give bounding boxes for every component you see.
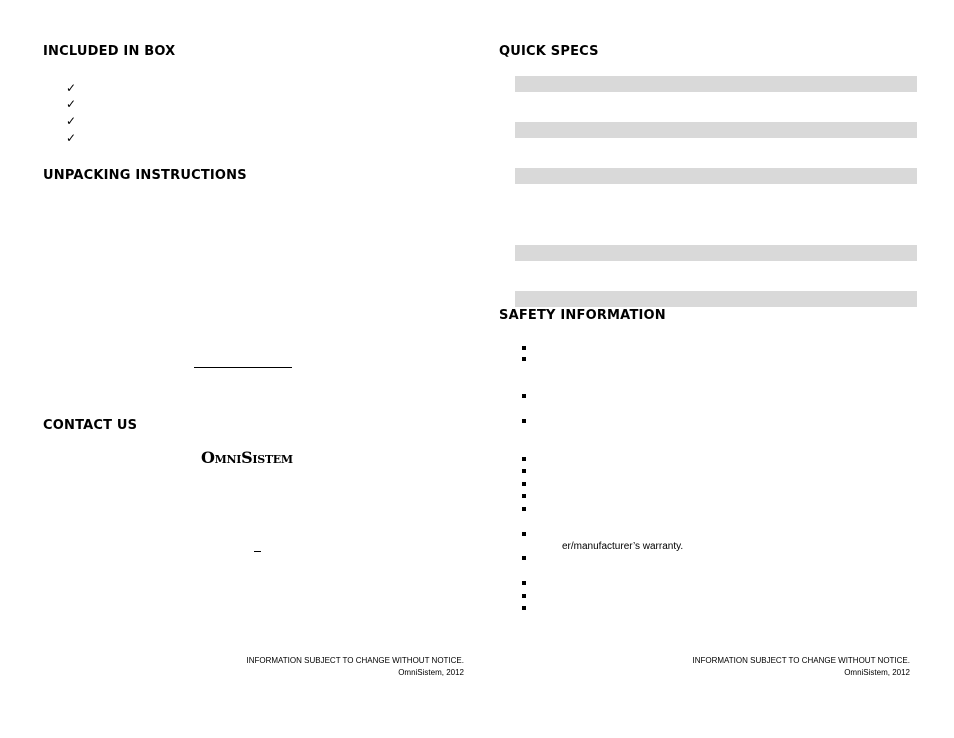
footer-copyright: OmniSistem, 2012: [398, 668, 464, 677]
warranty-fragment: er/manufacturer’s warranty.: [562, 541, 684, 552]
bullet-icon: [522, 556, 526, 560]
spec-row-bar: [515, 122, 917, 138]
bullet-icon: [522, 357, 526, 361]
bullet-icon: [522, 594, 526, 598]
check-icon: ✓: [66, 114, 77, 128]
bullet-icon: [522, 507, 526, 511]
spec-row-bar: [515, 168, 917, 184]
right-footer: [693, 655, 911, 679]
left-footer: [247, 655, 465, 679]
quick-specs-heading: QUICK SPECS: [499, 44, 599, 59]
bullet-icon: [522, 346, 526, 350]
spec-row-bar: [515, 291, 917, 307]
bullet-icon: [522, 606, 526, 610]
bullet-icon: [522, 469, 526, 473]
safety-information-heading: SAFETY INFORMATION: [499, 308, 666, 323]
omnisistem-logo: OmniSistem: [201, 448, 293, 467]
check-icon: ✓: [66, 81, 77, 95]
spec-row-bar: [515, 245, 917, 261]
included-in-box-heading: INCLUDED IN BOX: [43, 44, 176, 59]
check-icon: ✓: [66, 97, 77, 111]
bullet-icon: [522, 581, 526, 585]
unpacking-instructions-heading: UNPACKING INSTRUCTIONS: [43, 168, 247, 183]
bullet-icon: [522, 419, 526, 423]
bullet-icon: [522, 532, 526, 536]
contact-us-heading: CONTACT US: [43, 418, 138, 433]
bullet-icon: [522, 494, 526, 498]
bullet-icon: [522, 457, 526, 461]
check-icon: ✓: [66, 131, 77, 145]
footer-notice: INFORMATION SUBJECT TO CHANGE WITHOUT NOTICE.: [246, 656, 464, 665]
bullet-icon: [522, 482, 526, 486]
bullet-icon: [522, 394, 526, 398]
spec-row-bar: [515, 76, 917, 92]
footer-copyright: OmniSistem, 2012: [844, 668, 910, 677]
dash-mark: [254, 551, 261, 552]
footer-notice: INFORMATION SUBJECT TO CHANGE WITHOUT NOTICE.: [692, 656, 910, 665]
underline-blank: [194, 367, 292, 368]
